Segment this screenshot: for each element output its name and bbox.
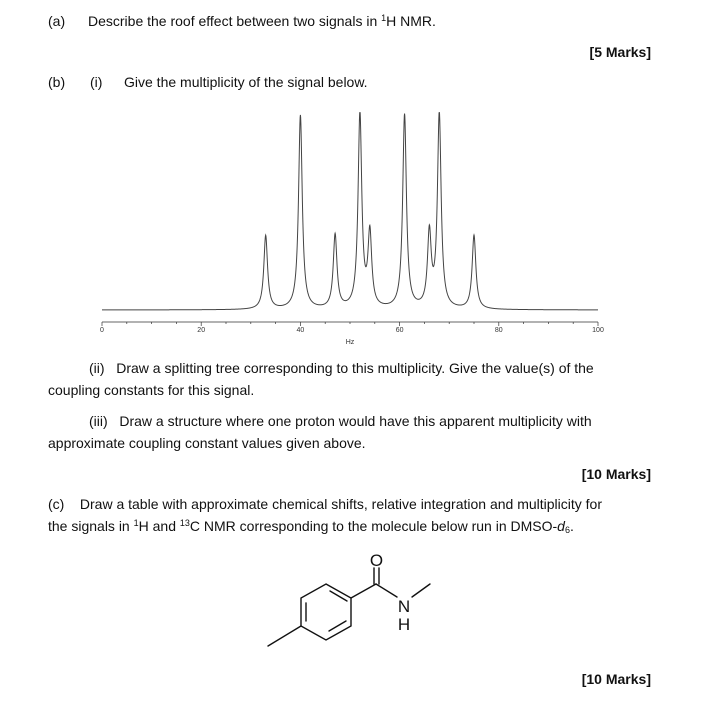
question-c-label: (c) — [48, 496, 65, 512]
x-tick-label: 40 — [296, 327, 305, 334]
x-tick-label: 0 — [100, 327, 104, 334]
question-b-part-iii-line2: approximate coupling constant values given above. — [48, 435, 366, 451]
peak-markers — [265, 115, 475, 237]
oxygen-atom: O — [369, 551, 384, 570]
x-tick-label: 80 — [494, 327, 503, 334]
question-b-part-ii-label: (ii) — [89, 360, 105, 376]
question-c-marks: [10 Marks] — [581, 671, 651, 687]
question-b-part-i-label: (i) — [90, 74, 103, 90]
nitrogen-atom: N — [397, 597, 411, 616]
benzene-ring — [301, 584, 351, 640]
question-a-marks: [5 Marks] — [589, 44, 651, 60]
question-c — [48, 493, 658, 537]
n-methyl-bond — [412, 584, 430, 597]
x-axis-ticks — [100, 322, 604, 334]
question-b-label: (b) — [48, 74, 66, 90]
question-a-text: Describe the roof effect between two signals in $^1$H NMR. — [88, 13, 436, 29]
question-b-part-ii-line2: coupling constants for this signal. — [48, 382, 255, 398]
question-b-part-i-text: Give the multiplicity of the signal below. — [124, 74, 368, 90]
x-tick-label: 60 — [395, 327, 404, 334]
question-b-marks: [10 Marks] — [581, 466, 651, 482]
molecule-structure — [0, 548, 719, 668]
carbonyl-to-n-bond — [376, 584, 397, 597]
question-b-part-ii — [48, 357, 652, 401]
x-axis-label: Hz — [345, 339, 355, 346]
x-tick-label: 20 — [197, 327, 206, 334]
question-b-part-iii-line1: Draw a structure where one proton would have this apparent multiplicity with — [119, 413, 592, 429]
spectrum-line — [102, 112, 598, 310]
methyl-bond — [268, 626, 301, 646]
x-tick-label: 100 — [592, 327, 604, 334]
nmr-spectrum-chart — [0, 100, 719, 350]
hydrogen-atom: H — [397, 615, 411, 634]
question-b-part-iii — [48, 410, 652, 454]
question-b-part-iii-label: (iii) — [89, 413, 108, 429]
ring-double-bond-1 — [330, 591, 347, 601]
question-a-label: (a) — [48, 13, 66, 29]
ring-to-carbonyl-bond — [351, 584, 376, 598]
question-b-part-ii-line1: Draw a splitting tree corresponding to this multiplicity. Give the value(s) of the — [116, 360, 594, 376]
question-c-line1: Draw a table with approximate chemical shifts, relative integration and multiplicity for — [79, 496, 603, 512]
question-c-line2: the signals in $^1$H and $^{13}$C NMR corresponding to the molecule below run in DMSO-$d_6$. — [48, 518, 574, 535]
